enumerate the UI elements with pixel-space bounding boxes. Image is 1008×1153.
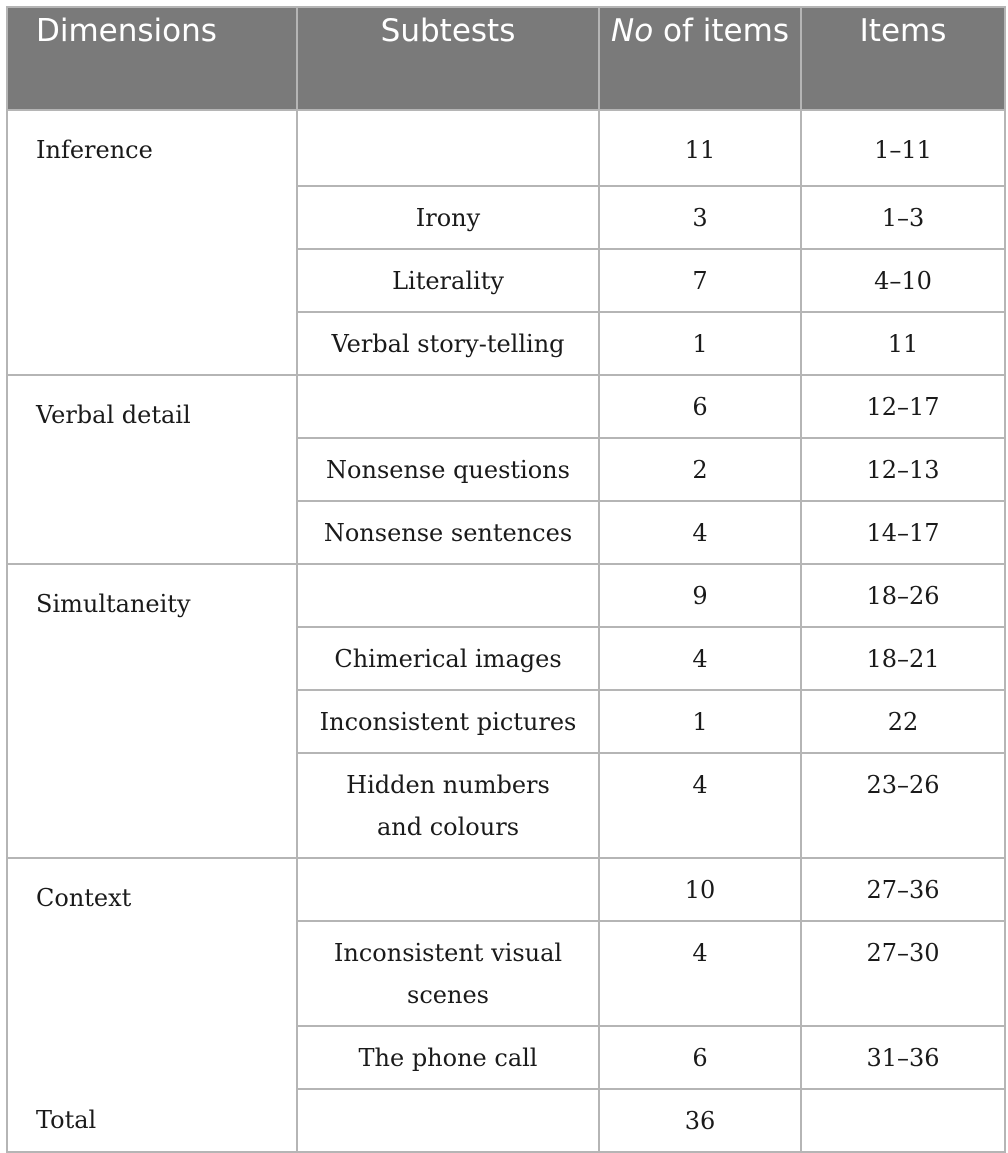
items-cell: 22 [801, 690, 1005, 753]
table-row [7, 858, 1005, 921]
items-cell: 14–17 [801, 501, 1005, 564]
subtest-cell [297, 921, 599, 1026]
items-cell: 23–26 [801, 753, 1005, 858]
subtest-cell: Nonsense questions [297, 438, 599, 501]
count-cell: 3 [599, 186, 801, 249]
count-cell: 2 [599, 438, 801, 501]
subtest-cell: Nonsense sentences [297, 501, 599, 564]
count-cell: 6 [599, 1026, 801, 1089]
subtest-cell [297, 753, 599, 858]
items-cell: 27–36 [801, 858, 1005, 921]
dimensions-table [6, 6, 1006, 1153]
items-cell: 12–17 [801, 375, 1005, 438]
table-row [7, 110, 1005, 186]
dimension-cell: Inference [7, 110, 297, 375]
items-cell: 1–11 [801, 110, 1005, 186]
subtest-cell: Irony [297, 186, 599, 249]
header-no-italic: No [611, 13, 654, 49]
dimension-cell: Verbal detail [7, 375, 297, 564]
items-cell [801, 1089, 1005, 1152]
count-cell: 10 [599, 858, 801, 921]
table-row-total [7, 1089, 1005, 1152]
subtest-cell [297, 375, 599, 438]
count-cell: 36 [599, 1089, 801, 1152]
subtest-line: scenes [407, 981, 489, 1009]
subtest-cell [297, 858, 599, 921]
subtest-line: Inconsistent visual [333, 939, 563, 967]
count-cell: 4 [599, 753, 801, 858]
dimension-cell: Context [7, 858, 297, 1089]
count-cell: 7 [599, 249, 801, 312]
count-cell: 1 [599, 690, 801, 753]
count-cell: 11 [599, 110, 801, 186]
subtest-cell: The phone call [297, 1026, 599, 1089]
items-cell: 12–13 [801, 438, 1005, 501]
subtest-cell: Inconsistent pictures [297, 690, 599, 753]
items-cell: 4–10 [801, 249, 1005, 312]
header-items: Items [801, 7, 1005, 110]
items-cell: 1–3 [801, 186, 1005, 249]
count-cell: 4 [599, 501, 801, 564]
count-cell: 1 [599, 312, 801, 375]
subtest-cell: Literality [297, 249, 599, 312]
count-cell: 4 [599, 921, 801, 1026]
items-cell: 18–21 [801, 627, 1005, 690]
items-cell: 31–36 [801, 1026, 1005, 1089]
items-cell: 11 [801, 312, 1005, 375]
header-no-of-items [599, 7, 801, 110]
count-cell: 4 [599, 627, 801, 690]
header-dimensions: Dimensions [7, 7, 297, 110]
count-cell: 6 [599, 375, 801, 438]
header-row [7, 7, 1005, 110]
subtest-cell [297, 110, 599, 186]
subtest-cell: Verbal story-telling [297, 312, 599, 375]
count-cell: 9 [599, 564, 801, 627]
subtest-line: and colours [376, 813, 520, 841]
table-row [7, 564, 1005, 627]
items-cell: 18–26 [801, 564, 1005, 627]
header-subtests: Subtests [297, 7, 599, 110]
items-cell: 27–30 [801, 921, 1005, 1026]
subtest-cell: Chimerical images [297, 627, 599, 690]
table-row [7, 375, 1005, 438]
dimension-cell: Total [7, 1089, 297, 1152]
subtest-cell [297, 1089, 599, 1152]
header-of-items: of items [653, 13, 789, 49]
dimension-cell: Simultaneity [7, 564, 297, 858]
subtest-line: Hidden numbers [346, 771, 550, 799]
subtest-cell [297, 564, 599, 627]
